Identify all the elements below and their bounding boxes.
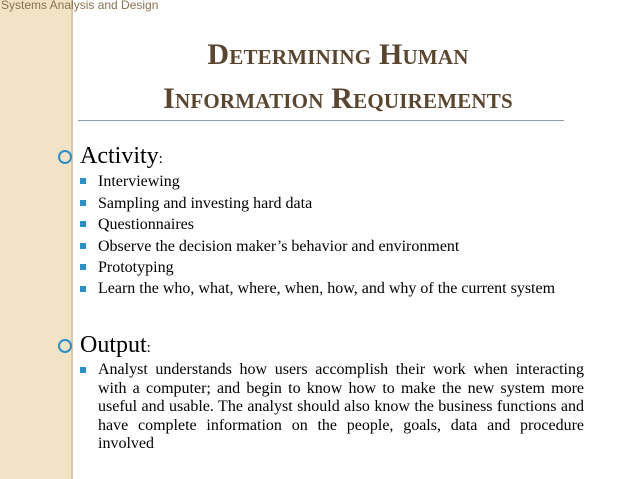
- title-underline: [78, 120, 564, 121]
- square-bullet-icon: [80, 367, 86, 373]
- list-item-text: Analyst understands how users accomplish their work when interacting with a computer; and begin to know how to make the new system more useful and usable. The analyst should also know the business functions and have complete information on the people, goals, data and procedure involved: [98, 361, 584, 452]
- list-item: [80, 258, 558, 278]
- title-line-2: Information Requirements: [163, 82, 513, 115]
- activity-list: [80, 172, 558, 299]
- square-bullet-icon: [80, 286, 86, 292]
- list-item: [80, 215, 558, 235]
- sidebar-divider: [71, 0, 73, 479]
- list-item-text: Prototyping: [98, 259, 174, 277]
- ring-bullet-icon: [58, 339, 72, 353]
- section-heading-output: [58, 331, 151, 362]
- list-item: [80, 237, 558, 257]
- square-bullet-icon: [80, 200, 86, 206]
- list-item: [80, 280, 558, 297]
- list-item-text: Questionnaires: [98, 216, 194, 234]
- output-list: [80, 361, 584, 454]
- list-item-text: Sampling and investing hard data: [98, 194, 313, 212]
- square-bullet-icon: [80, 178, 86, 184]
- list-item: [80, 194, 558, 214]
- list-item-text: Interviewing: [98, 173, 180, 190]
- slide-title: [88, 33, 588, 121]
- ring-bullet-icon: [58, 150, 72, 164]
- list-item-text: Observe the decision maker’s behavior and environment: [98, 237, 460, 255]
- square-bullet-icon: [80, 221, 86, 227]
- heading-colon: :: [158, 151, 163, 167]
- section-heading-label: Output: [80, 332, 147, 358]
- list-item-text: Learn the who, what, where, when, how, and why of the current system: [98, 279, 556, 297]
- square-bullet-icon: [80, 243, 86, 249]
- list-item: [80, 361, 584, 454]
- title-line-1: Determining Human: [207, 38, 469, 71]
- section-heading-activity: [58, 142, 163, 173]
- heading-colon: :: [146, 340, 151, 356]
- list-item: [80, 172, 558, 192]
- sidebar-panel: [0, 0, 71, 479]
- section-heading-label: Activity: [80, 143, 159, 169]
- square-bullet-icon: [80, 264, 86, 270]
- course-label: Systems Analysis and Design: [1, 0, 159, 12]
